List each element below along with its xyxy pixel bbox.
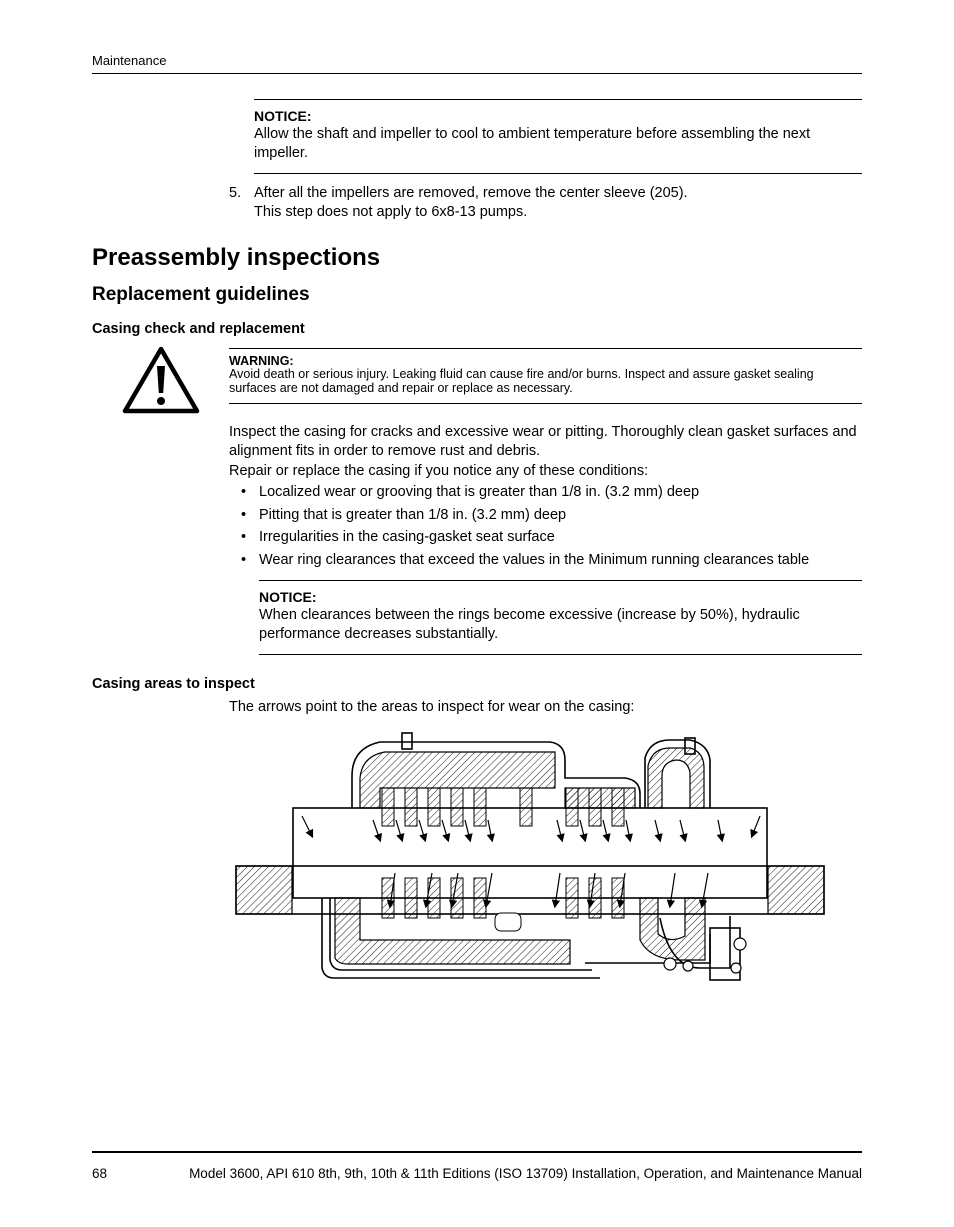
arrows-paragraph: The arrows point to the areas to inspect for wear on the casing: [229,699,635,715]
notice-text: When clearances between the rings become excessive (increase by 50%), hydraulic performance decreases substantially. [259,607,800,642]
step-number: 5. [229,185,242,201]
list-item: • Pitting that is greater than 1/8 in. (3.2 mm) deep [241,506,567,523]
step-text: After all the impellers are removed, remove the center sleeve (205). [254,185,688,201]
warning-label: WARNING: [229,354,294,368]
notice-label: NOTICE: [254,108,312,124]
impeller-vanes-bottom [382,878,624,931]
list-item-text: Localized wear or grooving that is greater than 1/8 in. (3.2 mm) deep [259,484,700,500]
list-item: • Localized wear or grooving that is greater than 1/8 in. (3.2 mm) deep [241,484,700,500]
step-5 [229,184,862,224]
topic-heading-casing-check: Casing check and replacement [92,321,305,337]
page-number: 68 [92,1166,108,1181]
casing-cross-section-diagram [230,728,830,990]
warning-triangle-icon [122,346,200,414]
topic-heading-casing-areas: Casing areas to inspect [92,676,255,692]
list-item: • Wear ring clearances that exceed the values in the Minimum running clearances table [241,551,810,568]
footer-manual-title: Model 3600, API 610 8th, 9th, 10th & 11th Editions (ISO 13709) Installation, Operation, and Maintenance Manual [189,1166,862,1181]
list-item: • Irregularities in the casing-gasket seat surface [241,529,555,545]
conditions-list [229,484,862,574]
warning-box [229,348,862,404]
list-item-text: Irregularities in the casing-gasket seat surface [259,529,555,545]
subsection-heading: Replacement guidelines [92,284,310,305]
footer-rule [92,1151,862,1153]
notice-box-clearances [259,580,862,655]
section-heading: Preassembly inspections [92,244,381,271]
inspect-paragraph: Inspect the casing for cracks and excessive wear or pitting. Thoroughly clean gasket surfaces and alignment fits in order to remove rust and debris. [229,424,857,459]
list-item-text: Wear ring clearances that exceed the values in the Minimum running clearances table [259,551,810,568]
header-rule [92,73,862,74]
list-item-text: Pitting that is greater than 1/8 in. (3.2 mm) deep [259,506,567,523]
notice-text: Allow the shaft and impeller to cool to ambient temperature before assembling the next impeller. [254,126,811,161]
running-header: Maintenance [92,53,167,68]
warning-text: Avoid death or serious injury. Leaking fluid can cause fire and/or burns. Inspect and assure gasket sealing surfaces are not damaged and repair or replace as necessary. [229,367,814,395]
notice-label: NOTICE: [259,589,317,605]
notice-box-cooling [254,99,862,174]
repair-paragraph: Repair or replace the casing if you notice any of these conditions: [229,463,649,479]
inspection-arrows [302,816,760,906]
step-note: This step does not apply to 6x8-13 pumps. [254,203,528,220]
hatched-walls [236,748,824,964]
